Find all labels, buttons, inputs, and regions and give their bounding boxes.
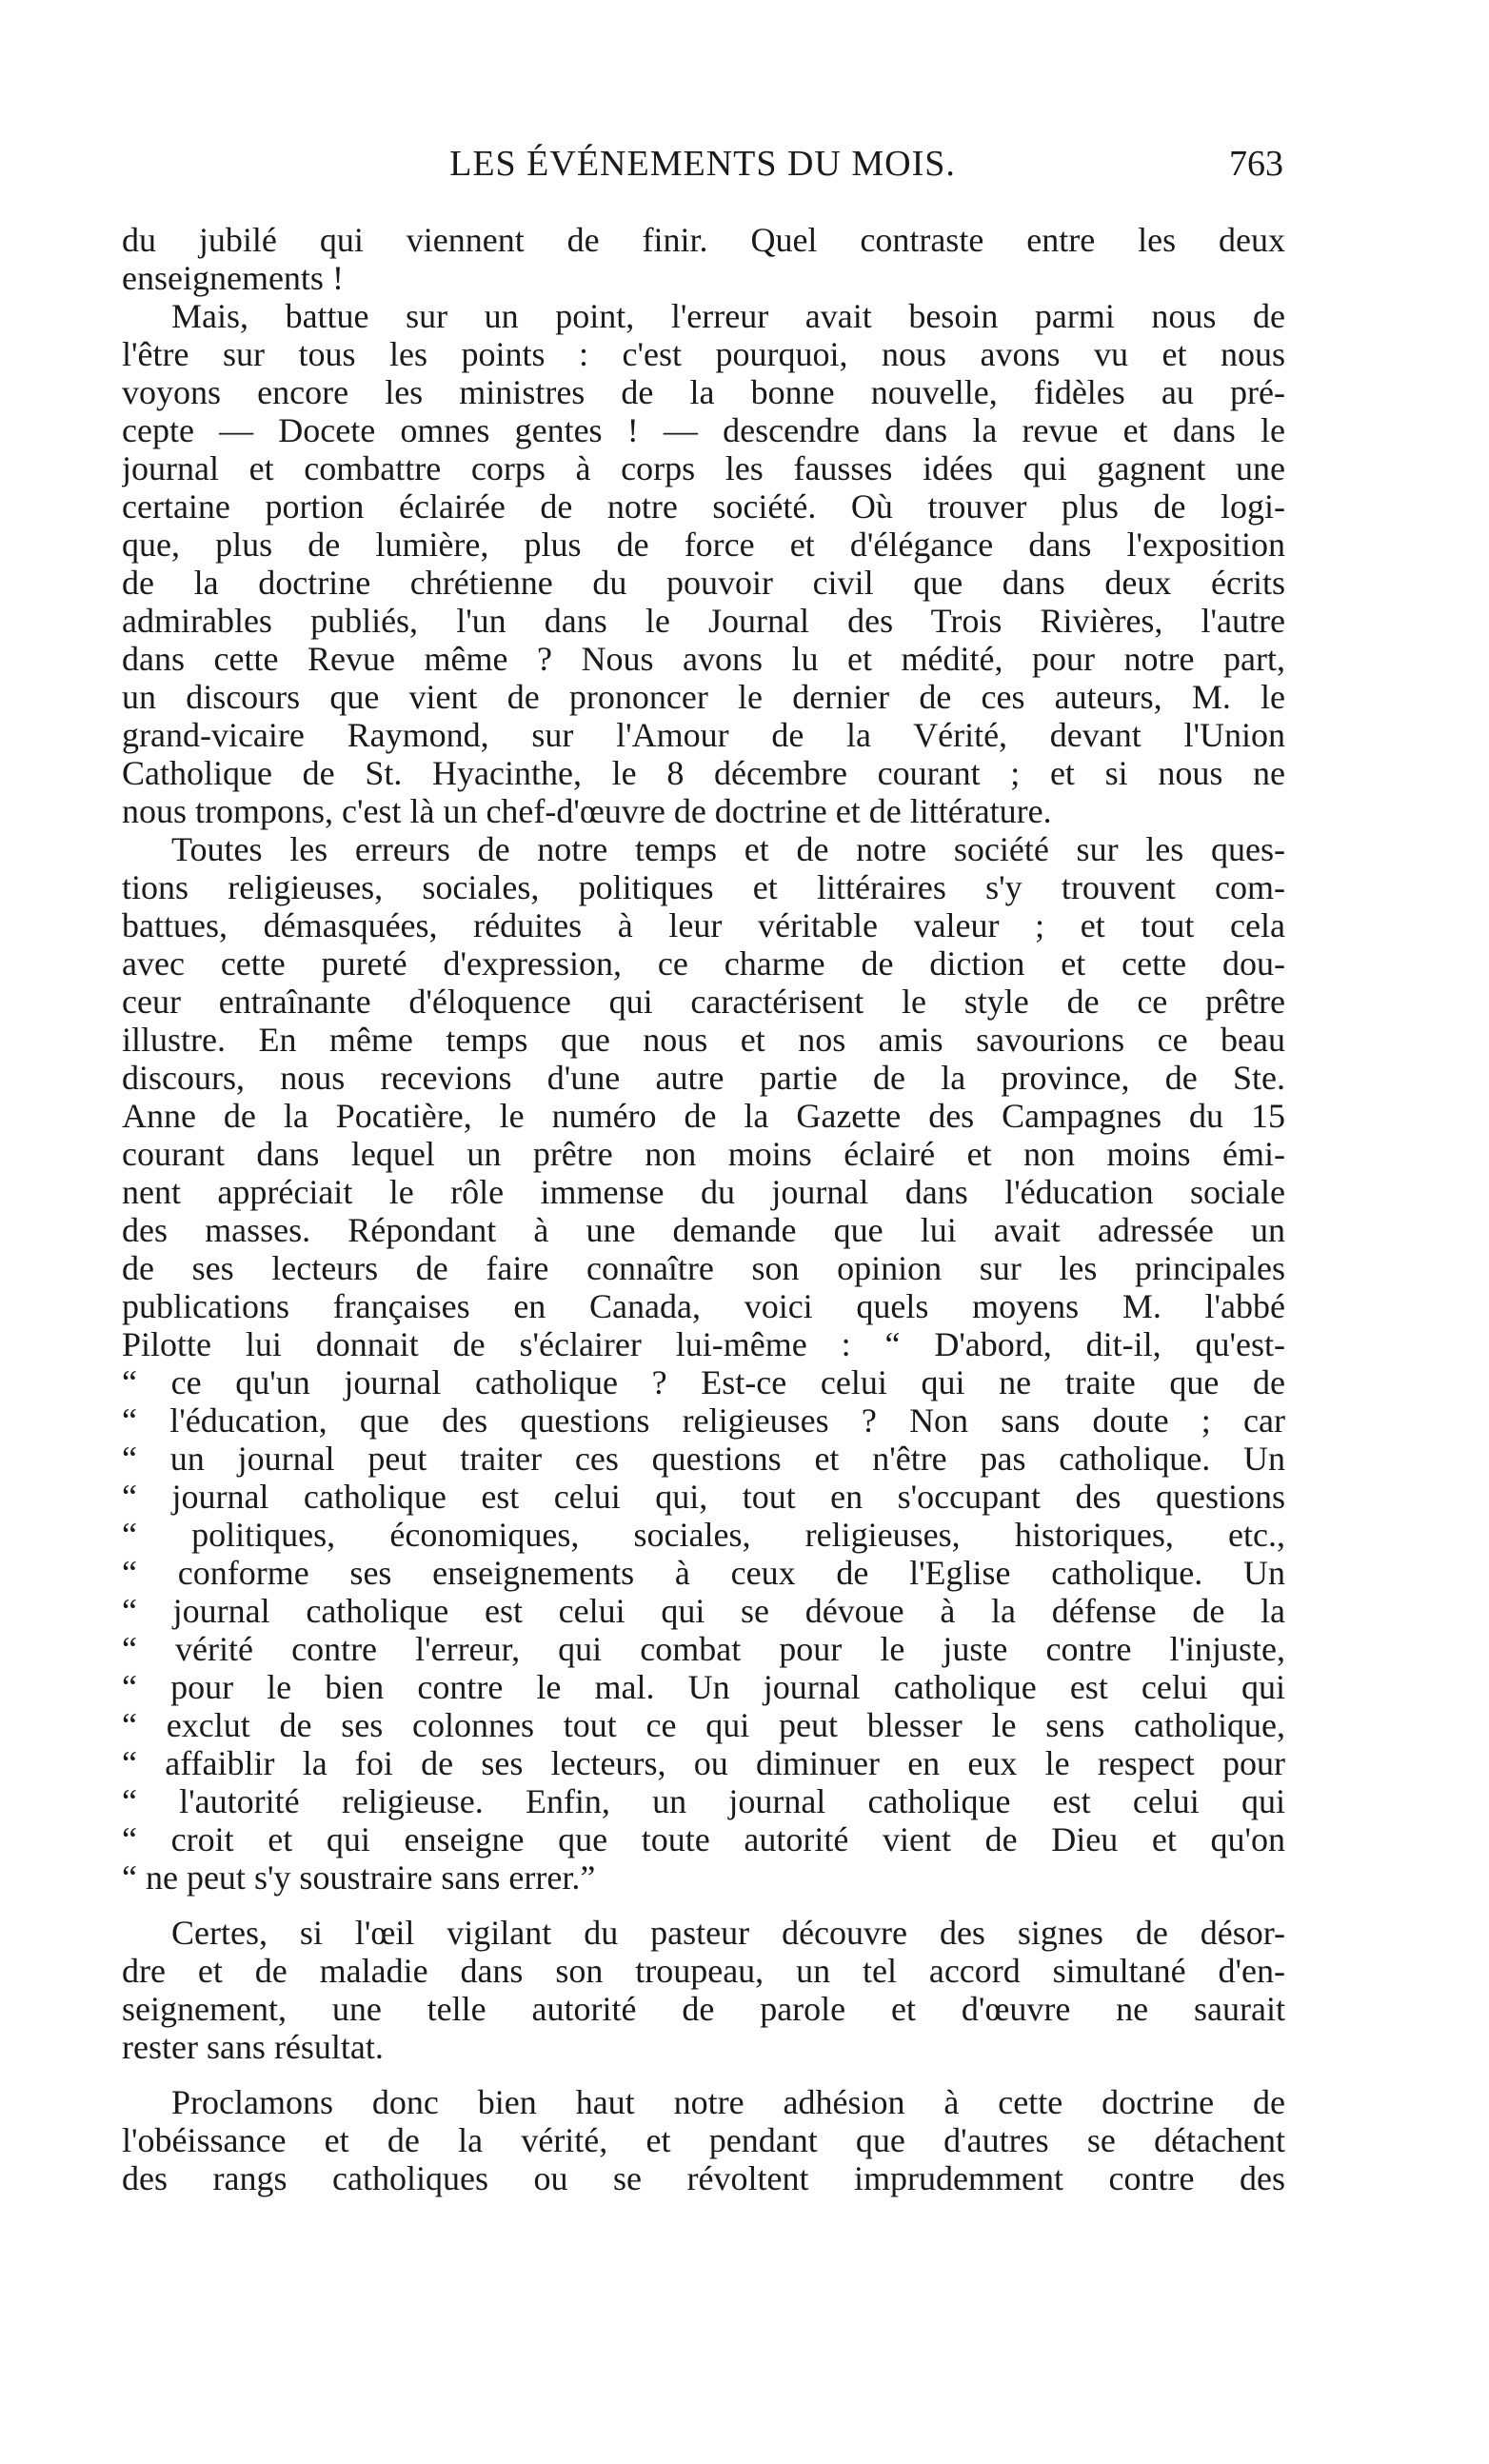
text-line: cepte — Docete omnes gentes ! — descendre dans la revue et dans le	[122, 411, 1285, 449]
text-line: admirables publiés, l'un dans le Journal des Trois Rivières, l'autre	[122, 602, 1285, 640]
paragraph-gap	[122, 1897, 1285, 1914]
text-line: courant dans lequel un prêtre non moins éclairé et non moins émi-	[122, 1135, 1285, 1173]
page-number: 763	[1229, 144, 1283, 184]
paragraph	[122, 830, 1285, 1897]
paragraph	[122, 2083, 1285, 2197]
paragraph	[122, 221, 1285, 297]
text-line: dans cette Revue même ? Nous avons lu et médité, pour notre part,	[122, 640, 1285, 678]
paragraph	[122, 297, 1285, 830]
text-line: de la doctrine chrétienne du pouvoir civil que dans deux écrits	[122, 564, 1285, 602]
text-line: grand-vicaire Raymond, sur l'Amour de la Vérité, devant l'Union	[122, 716, 1285, 754]
text-line: avec cette pureté d'expression, ce charme de diction et cette dou-	[122, 944, 1285, 983]
text-line: “ politiques, économiques, sociales, religieuses, historiques, etc.,	[122, 1516, 1285, 1554]
text-line: un discours que vient de prononcer le dernier de ces auteurs, M. le	[122, 678, 1285, 716]
text-line: rester sans résultat.	[122, 2028, 384, 2066]
text-line: “ l'éducation, que des questions religieuses ? Non sans doute ; car	[122, 1401, 1285, 1440]
text-line: discours, nous recevions d'une autre partie de la province, de Ste.	[122, 1059, 1285, 1097]
text-line: “ pour le bien contre le mal. Un journal catholique est celui qui	[122, 1668, 1285, 1706]
text-line: Toutes les erreurs de notre temps et de notre société sur les ques-	[171, 830, 1285, 868]
text-line: voyons encore les ministres de la bonne nouvelle, fidèles au pré-	[122, 373, 1285, 411]
text-line: publications françaises en Canada, voici quels moyens M. l'abbé	[122, 1287, 1285, 1325]
text-line: “ exclut de ses colonnes tout ce qui peut blesser le sens catholique,	[122, 1706, 1285, 1744]
text-line: “ ne peut s'y soustraire sans errer.”	[122, 1858, 596, 1897]
text-line: certaine portion éclairée de notre société. Où trouver plus de logi-	[122, 487, 1285, 526]
text-line: nent appréciait le rôle immense du journal dans l'éducation sociale	[122, 1173, 1285, 1211]
text-line: l'être sur tous les points : c'est pourquoi, nous avons vu et nous	[122, 335, 1285, 373]
text-line: des masses. Répondant à une demande que lui avait adressée un	[122, 1211, 1285, 1249]
paragraph-gap	[122, 2066, 1285, 2083]
text-line: Pilotte lui donnait de s'éclairer lui-même : “ D'abord, dit-il, qu'est-	[122, 1325, 1285, 1363]
text-line: de ses lecteurs de faire connaître son opinion sur les principales	[122, 1249, 1285, 1287]
text-line: “ journal catholique est celui qui, tout en s'occupant des questions	[122, 1478, 1285, 1516]
text-line: Proclamons donc bien haut notre adhésion à cette doctrine de	[171, 2083, 1285, 2121]
text-line: seignement, une telle autorité de parole et d'œuvre ne saurait	[122, 1990, 1285, 2028]
text-line: Certes, si l'œil vigilant du pasteur découvre des signes de désor-	[171, 1914, 1285, 1952]
text-line: “ journal catholique est celui qui se dévoue à la défense de la	[122, 1592, 1285, 1630]
text-line: “ ce qu'un journal catholique ? Est-ce celui qui ne traite que de	[122, 1363, 1285, 1401]
text-line: battues, démasquées, réduites à leur véritable valeur ; et tout cela	[122, 906, 1285, 944]
text-line: Mais, battue sur un point, l'erreur avait besoin parmi nous de	[171, 297, 1285, 335]
running-title: LES ÉVÉNEMENTS DU MOIS.	[449, 144, 956, 184]
text-line: que, plus de lumière, plus de force et d'élégance dans l'exposition	[122, 526, 1285, 564]
text-line: illustre. En même temps que nous et nos amis savourions ce beau	[122, 1021, 1285, 1059]
body-text	[122, 221, 1285, 2197]
text-line: l'obéissance et de la vérité, et pendant que d'autres se détachent	[122, 2121, 1285, 2159]
text-line: dre et de maladie dans son troupeau, un tel accord simultané d'en-	[122, 1952, 1285, 1990]
text-line: tions religieuses, sociales, politiques et littéraires s'y trouvent com-	[122, 868, 1285, 906]
text-line: “ croit et qui enseigne que toute autorité vient de Dieu et qu'on	[122, 1820, 1285, 1858]
text-line: du jubilé qui viennent de finir. Quel contraste entre les deux	[122, 221, 1285, 259]
text-line: Catholique de St. Hyacinthe, le 8 décembre courant ; et si nous ne	[122, 754, 1285, 792]
text-line: nous trompons, c'est là un chef-d'œuvre de doctrine et de littérature.	[122, 792, 1052, 830]
text-line: “ un journal peut traiter ces questions et n'être pas catholique. Un	[122, 1440, 1285, 1478]
text-line: “ conforme ses enseignements à ceux de l'Eglise catholique. Un	[122, 1554, 1285, 1592]
text-line: “ vérité contre l'erreur, qui combat pour le juste contre l'injuste,	[122, 1630, 1285, 1668]
text-line: enseignements !	[122, 259, 344, 297]
page-header	[122, 143, 1283, 196]
text-line: “ affaiblir la foi de ses lecteurs, ou diminuer en eux le respect pour	[122, 1744, 1285, 1782]
text-line: ceur entraînante d'éloquence qui caractérisent le style de ce prêtre	[122, 983, 1285, 1021]
paragraph	[122, 1914, 1285, 2066]
text-line: Anne de la Pocatière, le numéro de la Gazette des Campagnes du 15	[122, 1097, 1285, 1135]
text-line: journal et combattre corps à corps les fausses idées qui gagnent une	[122, 449, 1285, 487]
text-line: “ l'autorité religieuse. Enfin, un journal catholique est celui qui	[122, 1782, 1285, 1820]
text-line: des rangs catholiques ou se révoltent imprudemment contre des	[122, 2159, 1285, 2197]
